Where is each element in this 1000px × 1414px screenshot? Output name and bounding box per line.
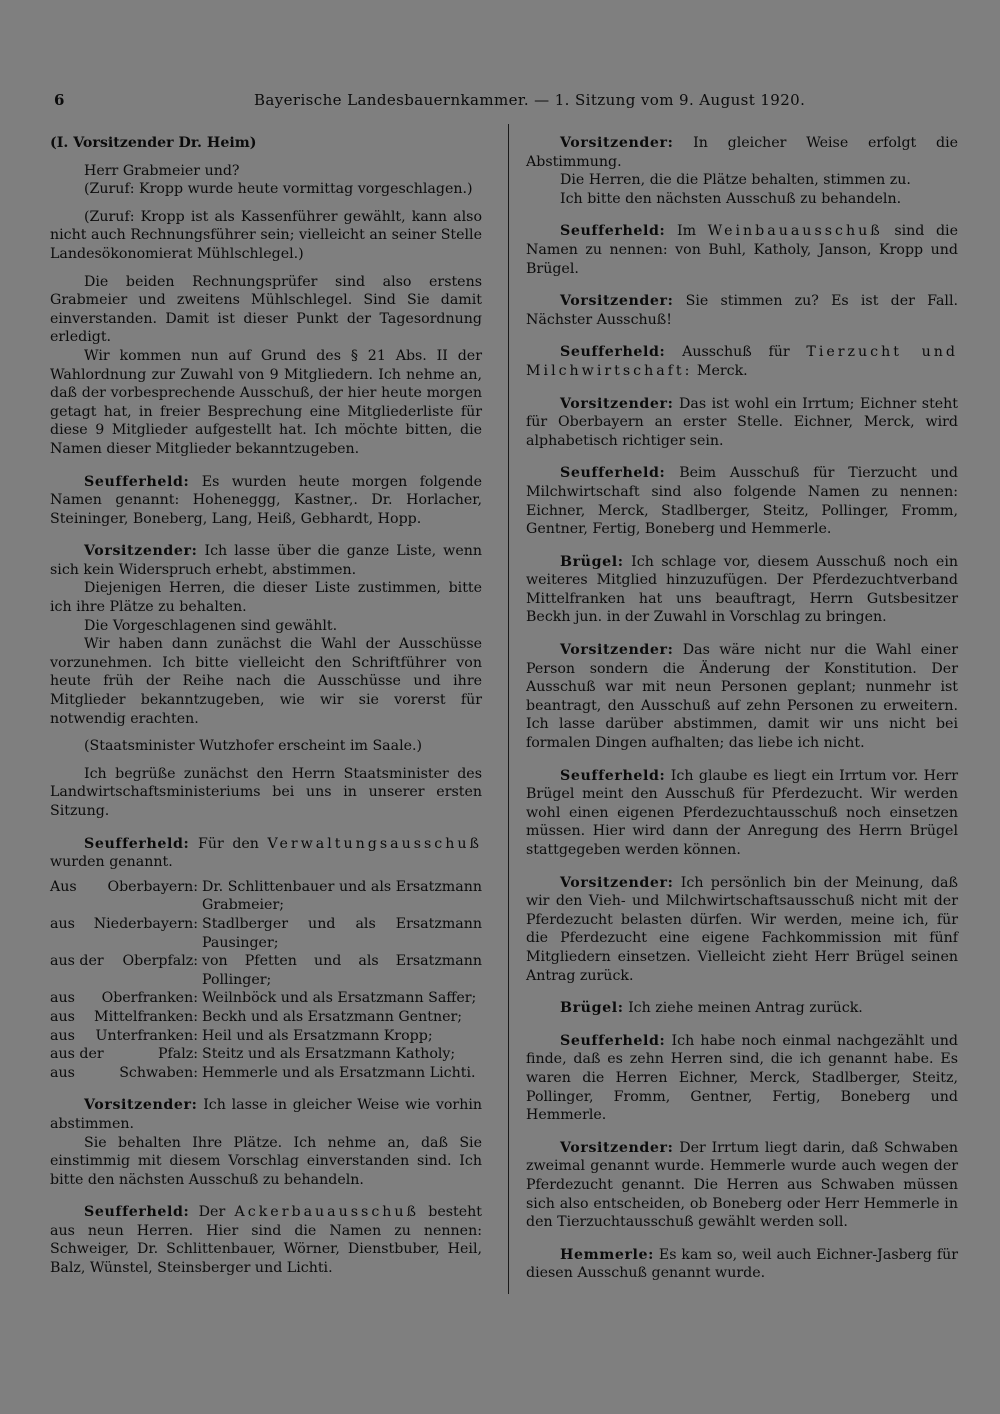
- region-preposition: Aus: [50, 878, 77, 895]
- speech: [50, 1203, 482, 1277]
- committee-row: [50, 915, 482, 952]
- speech: [526, 767, 958, 860]
- committee-row: [50, 1008, 482, 1027]
- stage-direction: (Staatsminister Wutzhofer erscheint im Saale.): [84, 738, 423, 755]
- committee-row: [50, 878, 482, 915]
- speech: [526, 999, 958, 1018]
- committee-members: Steitz und als Ersatzmann Katholy;: [202, 1046, 456, 1063]
- speech-text: Das ist wohl ein Irrtum; Eichner steht für Oberbayern an erster Stelle. Eichner, Merck, wird alphabetisch richtiger sein.: [526, 395, 959, 449]
- speech-text: Beim Ausschuß für Tierzucht und Milchwirtschaft sind also folgende Namen zu nennen: Eichner, Merck, Stadlberger, Steitz, Pollinger, Fromm, Gentner, Fertig, Boneberg und Hemmerle.: [526, 465, 958, 538]
- speech: [526, 1032, 958, 1125]
- speaker-name: Vorsitzender:: [84, 543, 198, 560]
- speech-text: Sie stimmen zu? Es ist der Fall. Nächster Ausschuß!: [526, 293, 958, 328]
- region-preposition: aus: [50, 915, 75, 932]
- speech: [50, 1096, 482, 1133]
- committee-members: Dr. Schlittenbauer und als Ersatzmann Grabmeier;: [202, 878, 482, 914]
- speaker-name: Seufferheld:: [560, 344, 666, 361]
- speech: [50, 542, 482, 579]
- speaker-name: Brügel:: [560, 1000, 624, 1017]
- speaker-name: Vorsitzender:: [560, 874, 674, 891]
- paragraph: Ich begrüße zunächst den Herrn Staatsminister des Landwirtschaftsministeriums bei uns in unserer ersten Sitzung.: [50, 765, 482, 819]
- committee-row: [50, 989, 482, 1008]
- committee-name: Verwaltungsausschuß: [267, 835, 483, 852]
- speaker-name: Vorsitzender:: [560, 1139, 674, 1156]
- paragraph: Sie behalten Ihre Plätze. Ich nehme an, daß Sie einstimmig mit diesem Vorschlag einverstanden sind. Ich bitte den nächsten Ausschuß zu behandeln.: [50, 1134, 482, 1188]
- speaker-name: Seufferheld:: [84, 1204, 190, 1221]
- committee-row: [50, 952, 482, 989]
- committee-region-cell: [50, 878, 198, 915]
- speech: [50, 473, 482, 529]
- speaker-name: Seufferheld:: [560, 1032, 666, 1049]
- speech: [526, 395, 958, 451]
- speaker-name: Vorsitzender:: [560, 135, 674, 151]
- speech-text: Ich persönlich bin der Meinung, daß wir den Vieh- und Milchwirtschaftsausschuß nicht mit der Pferdezucht belasten dürfen. Wir werden, meine ich, für die Pferdezucht eine eigene Fachkommission mit fünf Mitgliedern einsetzen. Vielleicht zieht Herr Brügel seinen Antrag zurück.: [526, 874, 958, 984]
- column-divider: [508, 124, 509, 1294]
- speech: [526, 1246, 958, 1283]
- speech: [526, 222, 958, 278]
- speech-text: Im: [677, 223, 697, 240]
- speech: [50, 835, 482, 872]
- speech-text: Ich schlage vor, diesem Ausschuß noch ein weiteres Mitglied hinzuzufügen. Der Pferdezuchtverband Mittelfranken hat uns beauftragt, Herrn Gutsbesitzer Beckh jun. in der Zuwahl in Vorschlag zu bringen.: [526, 553, 958, 626]
- speech-text: In gleicher Weise erfolgt die Abstimmung.: [526, 135, 958, 170]
- speech-text: Ausschuß für: [682, 344, 790, 361]
- speaker-name: Seufferheld:: [560, 223, 666, 240]
- speech-text: Für den: [197, 835, 259, 852]
- speaker-name: Seufferheld:: [84, 473, 190, 490]
- speech: [526, 343, 958, 380]
- region-name: Mittelfranken:: [94, 1008, 198, 1025]
- speech-text: Es kam so, weil auch Eichner-Jasberg für diesen Ausschuß genannt wurde.: [526, 1246, 958, 1282]
- committee-region-cell: [50, 1045, 198, 1064]
- speaker-name: Vorsitzender:: [560, 642, 674, 659]
- region-name: Oberfranken:: [101, 990, 198, 1007]
- committee-members: von Pfetten und als Ersatzmann Pollinger;: [202, 953, 482, 988]
- committee-region-cell: [50, 989, 198, 1008]
- paragraph: Die Vorgeschlagenen sind gewählt.: [84, 617, 338, 634]
- paragraph: Wir haben dann zunächst die Wahl der Ausschüsse vorzunehmen. Ich bitte vielleicht den Schriftführer von heute früh der Reihe nach die Ausschüsse und ihre Mitglieder bekanntzugeben, wie wir sie vorerst für notwendig erachten.: [50, 636, 482, 727]
- speech-text: Das wäre nicht nur die Wahl einer Person sondern die Änderung der Konstitution. Der Ausschuß war mit neun Personen geplant; nunmehr ist beantragt, den Ausschuß auf zehn Personen zu erweitern. Ich lasse darüber abstimmen, damit wir uns nicht bei formalen Dingen aufhalten; das liebe ich nicht.: [526, 642, 958, 752]
- speech-text: wurden genannt.: [50, 854, 173, 871]
- speech-text: Der: [198, 1204, 226, 1221]
- speech-text: besteht aus neun Herren. Hier sind die Namen zu nennen: Schweiger, Dr. Schlittenbauer, Wörner, Dienstbuber, Heil, Balz, Wünstel, Steinsberger und Lichti.: [50, 1204, 482, 1277]
- committee-members: Hemmerle und als Ersatzmann Lichti.: [202, 1064, 476, 1081]
- speech-text: Ich habe noch einmal nachgezählt und finde, daß es zehn Herren sind, die ich genannt habe. Es waren die Herren Eichner, Merck, Stadlberger, Steitz, Pollinger, Fromm, Gentner, Fertig, Boneberg und Hemmerle.: [526, 1032, 958, 1124]
- speaker-name: Hemmerle:: [560, 1246, 655, 1263]
- paragraph: Wir kommen nun auf Grund des § 21 Abs. II der Wahlordnung zur Zuwahl von 9 Mitgliedern. Ich nehme an, daß der vorbesprechende Ausschuß, der hier heute morgen getagt hat, in freier Besprechung eine Mitgliederliste für diese 9 Mitglieder aufgestellt hat. Ich möchte bitten, die Namen dieser Mitglieder bekanntzugeben.: [50, 347, 482, 457]
- speaker-name: Vorsitzender:: [560, 395, 674, 412]
- paragraph: Diejenigen Herren, die dieser Liste zustimmen, bitte ich ihre Plätze zu behalten.: [50, 580, 482, 616]
- speaker-name: Seufferheld:: [560, 465, 666, 482]
- speech: [526, 1139, 958, 1232]
- speech: [526, 464, 958, 538]
- committee-region-cell: [50, 915, 198, 952]
- speech: [526, 553, 958, 627]
- speech: [526, 641, 958, 753]
- speaker-name: Seufferheld:: [84, 835, 190, 852]
- interjection: (Zuruf: Kropp wurde heute vormittag vorgeschlagen.): [84, 181, 473, 198]
- committee-members: Heil und als Ersatzmann Kropp;: [202, 1027, 433, 1044]
- region-preposition: aus: [50, 1008, 75, 1025]
- page-number: 6: [54, 91, 65, 109]
- paragraph: Herr Grabmeier und?: [84, 162, 240, 179]
- committee-region-cell: [50, 952, 198, 989]
- speech-text: Merck.: [696, 362, 748, 379]
- speaker-name: Vorsitzender:: [560, 293, 674, 310]
- committee-row: [50, 1064, 482, 1083]
- speech-text: Es wurden heute morgen folgende Namen genannt: Hoheneggg, Kastner,. Dr. Horlacher, Steininger, Boneberg, Lang, Heiß, Gebhardt, Hopp.: [50, 473, 482, 527]
- speech: [526, 134, 958, 171]
- speech: [526, 874, 958, 986]
- right-column: [526, 134, 958, 1283]
- paragraph: Die beiden Rechnungsprüfer sind also erstens Grabmeier und zweitens Mühlschlegel. Sind Sie damit einverstanden. Damit ist dieser Punkt der Tagesordnung erledigt.: [50, 273, 482, 346]
- region-name: Niederbayern:: [93, 915, 198, 932]
- region-preposition: aus: [50, 990, 75, 1007]
- committee-members: Stadlberger und als Ersatzmann Pausinger;: [202, 915, 482, 951]
- speaker-heading: (I. Vorsitzender Dr. Heim): [50, 135, 257, 151]
- committee-row: [50, 1045, 482, 1064]
- committee-members: Weilnböck und als Ersatzmann Saffer;: [202, 990, 477, 1007]
- committee-region-cell: [50, 1027, 198, 1046]
- paragraph: Die Herren, die die Plätze behalten, stimmen zu.: [560, 172, 911, 189]
- region-name: Unterfranken:: [95, 1027, 198, 1044]
- speaker-name: Vorsitzender:: [84, 1097, 198, 1114]
- speech-text: Ich lasse in gleicher Weise wie vorhin abstimmen.: [50, 1097, 483, 1132]
- region-preposition: aus der: [50, 1046, 104, 1063]
- speech-text: Ich glaube es liegt ein Irrtum vor. Herr Brügel meint den Ausschuß für Pferdezucht. Wir werden wohl einen eigenen Pferdezuchtausschuß noch einsetzen müssen. Hier wird dann der Anregung des Herrn Brügel stattgegeben werden können.: [526, 767, 958, 858]
- committee-name: Tierzucht und Milchwirtschaft:: [526, 344, 959, 379]
- region-name: Pfalz:: [157, 1046, 198, 1063]
- region-name: Oberbayern:: [107, 878, 198, 895]
- speaker-name: Seufferheld:: [560, 767, 666, 784]
- speech: [526, 292, 958, 329]
- region-preposition: aus: [50, 1064, 75, 1081]
- region-preposition: aus der: [50, 953, 104, 970]
- committee-region-cell: [50, 1008, 198, 1027]
- region-name: Schwaben:: [119, 1064, 198, 1081]
- speech-text: sind die Namen zu nennen: von Buhl, Katholy, Janson, Kropp und Brügel.: [526, 223, 958, 277]
- committee-row: [50, 1027, 482, 1046]
- speech-text: Ich ziehe meinen Antrag zurück.: [628, 1000, 863, 1017]
- speech-text: Der Irrtum liegt darin, daß Schwaben zweimal genannt wurde. Hemmerle wurde auch wegen der Pferdezucht genannt. Die Herren aus Schwaben müssen sich also entscheiden, ob Boneberg oder Herr Hemmerle in den Tierzuchtausschuß gewählt werden soll.: [526, 1139, 958, 1231]
- speaker-name: Brügel:: [560, 553, 624, 570]
- committee-name: Ackerbauausschuß: [234, 1204, 420, 1221]
- region-preposition: aus: [50, 1027, 75, 1044]
- committee-name: Weinbauausschuß: [707, 223, 883, 240]
- running-title: Bayerische Landesbauernkammer. — 1. Sitzung vom 9. August 1920.: [254, 91, 806, 109]
- paragraph: Ich bitte den nächsten Ausschuß zu behandeln.: [560, 190, 902, 207]
- committee-table: [50, 878, 482, 1083]
- speech-text: Ich lasse über die ganze Liste, wenn sich kein Widerspruch erhebt, abstimmen.: [50, 543, 482, 578]
- committee-members: Beckh und als Ersatzmann Gentner;: [202, 1008, 463, 1025]
- left-column: [50, 134, 482, 1278]
- interjection: (Zuruf: Kropp ist als Kassenführer gewählt, kann also nicht auch Rechnungsführer sein; vielleicht an seiner Stelle Landesökonomierat Mühlschlegel.): [50, 208, 482, 262]
- region-name: Oberpfalz:: [122, 953, 198, 970]
- committee-region-cell: [50, 1064, 198, 1083]
